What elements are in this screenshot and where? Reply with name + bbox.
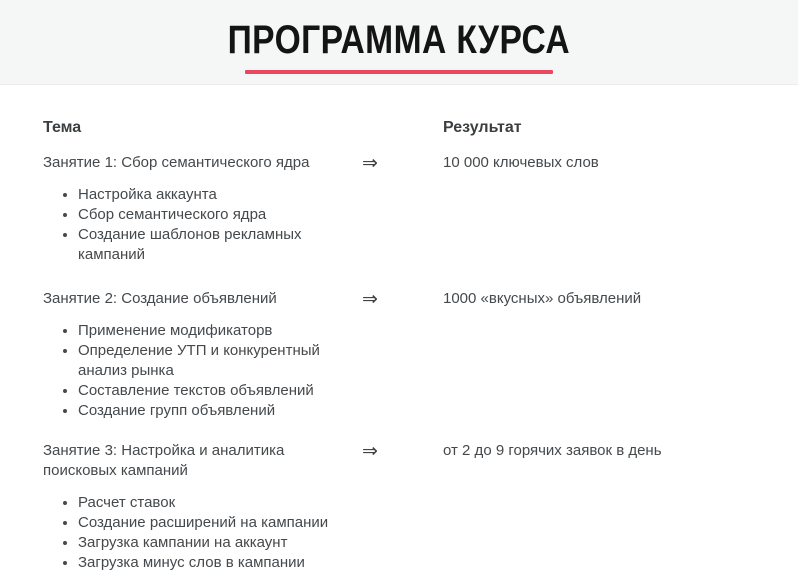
topic-text: Занятие 3: Настройка и аналитика поисковых кампаний [43, 442, 285, 479]
bullet-item: • Сбор семантического ядра [78, 205, 362, 225]
course-program-table [0, 85, 798, 573]
topic-cell [43, 153, 362, 265]
topic-bullets [43, 185, 362, 265]
bullet-item: • Настройка аккаунта [78, 185, 362, 205]
table-row [43, 289, 755, 421]
topic-text: Занятие 2: Создание объявлений [43, 290, 277, 307]
topic-cell [43, 289, 362, 421]
bullet-item: • Определение УТП и конкурентный анализ рынка [78, 341, 362, 381]
topic-bullets [43, 493, 362, 573]
rows-container [43, 153, 755, 573]
bullet-item: • Применение модификаторв [78, 321, 362, 341]
page-title: ПРОГРАММА КУРСА [227, 18, 571, 62]
bullet-item: • Создание шаблонов рекламных кампаний [78, 225, 362, 265]
result-text: от 2 до 9 горячих заявок в день [443, 442, 662, 459]
bullet-item: • Создание расширений на кампании [78, 513, 362, 533]
result-text: 1000 «вкусных» объявлений [443, 290, 642, 307]
column-header-topic: Тема [43, 119, 82, 136]
result-text: 10 000 ключевых слов [443, 154, 599, 171]
bullet-item: • Загрузка минус слов в кампании [78, 553, 362, 573]
arrow-icon: ⇒ [362, 288, 378, 310]
bullet-item: • Создание групп объявлений [78, 401, 362, 421]
header-band [0, 0, 798, 85]
bullet-item: • Загрузка кампании на аккаунт [78, 533, 362, 553]
bullet-item: • Расчет ставок [78, 493, 362, 513]
topic-text: Занятие 1: Сбор семантического ядра [43, 154, 310, 171]
column-header-result: Результат [443, 119, 522, 136]
table-row [43, 441, 755, 573]
topic-bullets [43, 321, 362, 421]
arrow-icon: ⇒ [362, 440, 378, 462]
topic-cell [43, 441, 362, 573]
arrow-icon: ⇒ [362, 152, 378, 174]
bullet-item: • Составление текстов объявлений [78, 381, 362, 401]
title-underline [245, 70, 553, 74]
table-row [43, 153, 755, 265]
table-header-row [43, 118, 755, 138]
